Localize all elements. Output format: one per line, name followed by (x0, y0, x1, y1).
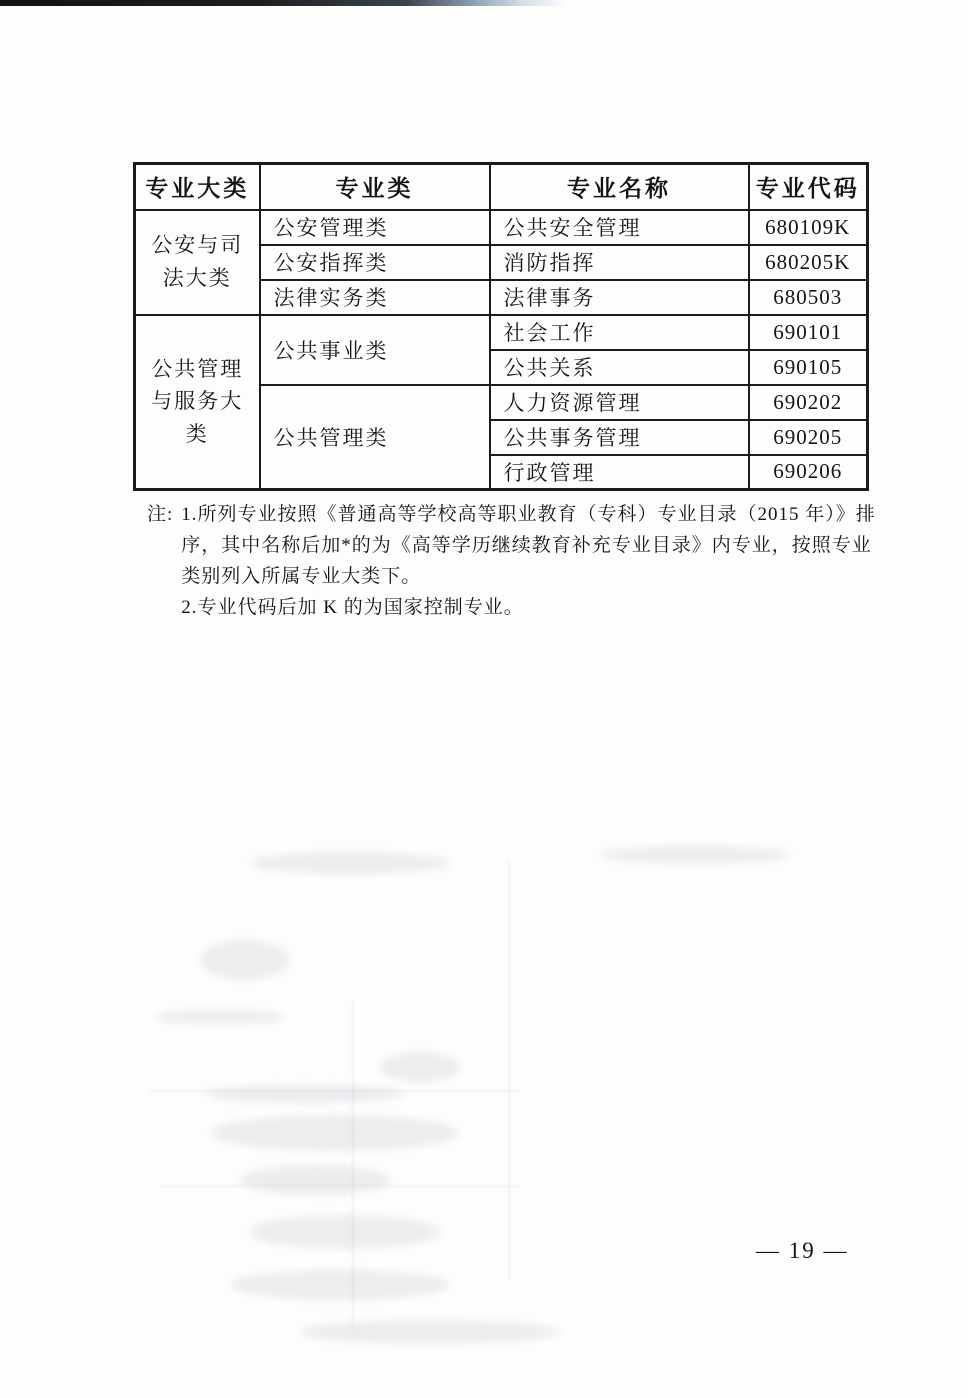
major-name-cell: 公共事务管理 (490, 420, 749, 455)
category-cell: 公共事业类 (260, 315, 490, 385)
header-major-group: 专业大类 (135, 164, 260, 210)
major-code-cell: 690202 (749, 385, 868, 420)
majors-table (133, 162, 869, 491)
note-2: 2.专业代码后加 K 的为国家控制专业。 (181, 597, 524, 618)
notes-label: 注: (147, 504, 174, 525)
table-row (135, 210, 868, 245)
header-major-code: 专业代码 (749, 164, 868, 210)
major-code-cell: 680109K (749, 210, 868, 245)
major-group-cell: 公共管理与服务大类 (135, 315, 260, 490)
major-name-cell: 公共安全管理 (490, 210, 749, 245)
major-name-cell: 消防指挥 (490, 245, 749, 280)
major-name-cell: 人力资源管理 (490, 385, 749, 420)
category-cell: 法律实务类 (260, 280, 490, 315)
bleed-through-artifact (230, 1270, 450, 1300)
major-code-cell: 690205 (749, 420, 868, 455)
bleed-through-artifact (210, 1115, 460, 1151)
major-code-cell: 680503 (749, 280, 868, 315)
scan-artifact-top-edge (0, 0, 565, 6)
table-header-row (135, 164, 868, 210)
bleed-through-artifact (240, 1165, 390, 1195)
major-code-cell: 690105 (749, 350, 868, 385)
category-cell: 公安管理类 (260, 210, 490, 245)
category-cell: 公共管理类 (260, 385, 490, 490)
page-number: — 19 — (756, 1238, 849, 1263)
major-group-cell: 公安与司法大类 (135, 210, 260, 315)
header-major-name: 专业名称 (490, 164, 749, 210)
major-code-cell: 690101 (749, 315, 868, 350)
major-name-cell: 法律事务 (490, 280, 749, 315)
bleed-through-artifact (160, 1185, 520, 1187)
major-code-cell: 680205K (749, 245, 868, 280)
bleed-through-artifact (508, 860, 510, 1280)
table-row (135, 315, 868, 350)
category-cell: 公安指挥类 (260, 245, 490, 280)
header-category: 专业类 (260, 164, 490, 210)
bleed-through-artifact (300, 1320, 560, 1344)
notes-block (147, 499, 876, 623)
bleed-through-artifact (250, 852, 450, 874)
notes-body (181, 499, 876, 623)
note-1-line-1: 1.所列专业按照《普通高等学校高等职业教育（专科）专业目录（2015 年）》排 (181, 504, 876, 525)
bleed-through-artifact (600, 846, 790, 864)
major-code-cell: 690206 (749, 455, 868, 490)
bleed-through-artifact (155, 1010, 285, 1024)
bleed-through-artifact (205, 1085, 405, 1103)
major-name-cell: 行政管理 (490, 455, 749, 490)
note-1-line-3: 类别列入所属专业大类下。 (181, 566, 422, 587)
bleed-through-artifact (352, 1000, 354, 1330)
major-name-cell: 公共关系 (490, 350, 749, 385)
bleed-through-artifact (200, 940, 290, 980)
bleed-through-artifact (380, 1052, 460, 1082)
major-name-cell: 社会工作 (490, 315, 749, 350)
bleed-through-artifact (250, 1215, 440, 1249)
bleed-through-artifact (150, 1090, 520, 1092)
note-1-line-2: 序，其中名称后加*的为《高等学历继续教育补充专业目录》内专业，按照专业 (181, 535, 872, 556)
